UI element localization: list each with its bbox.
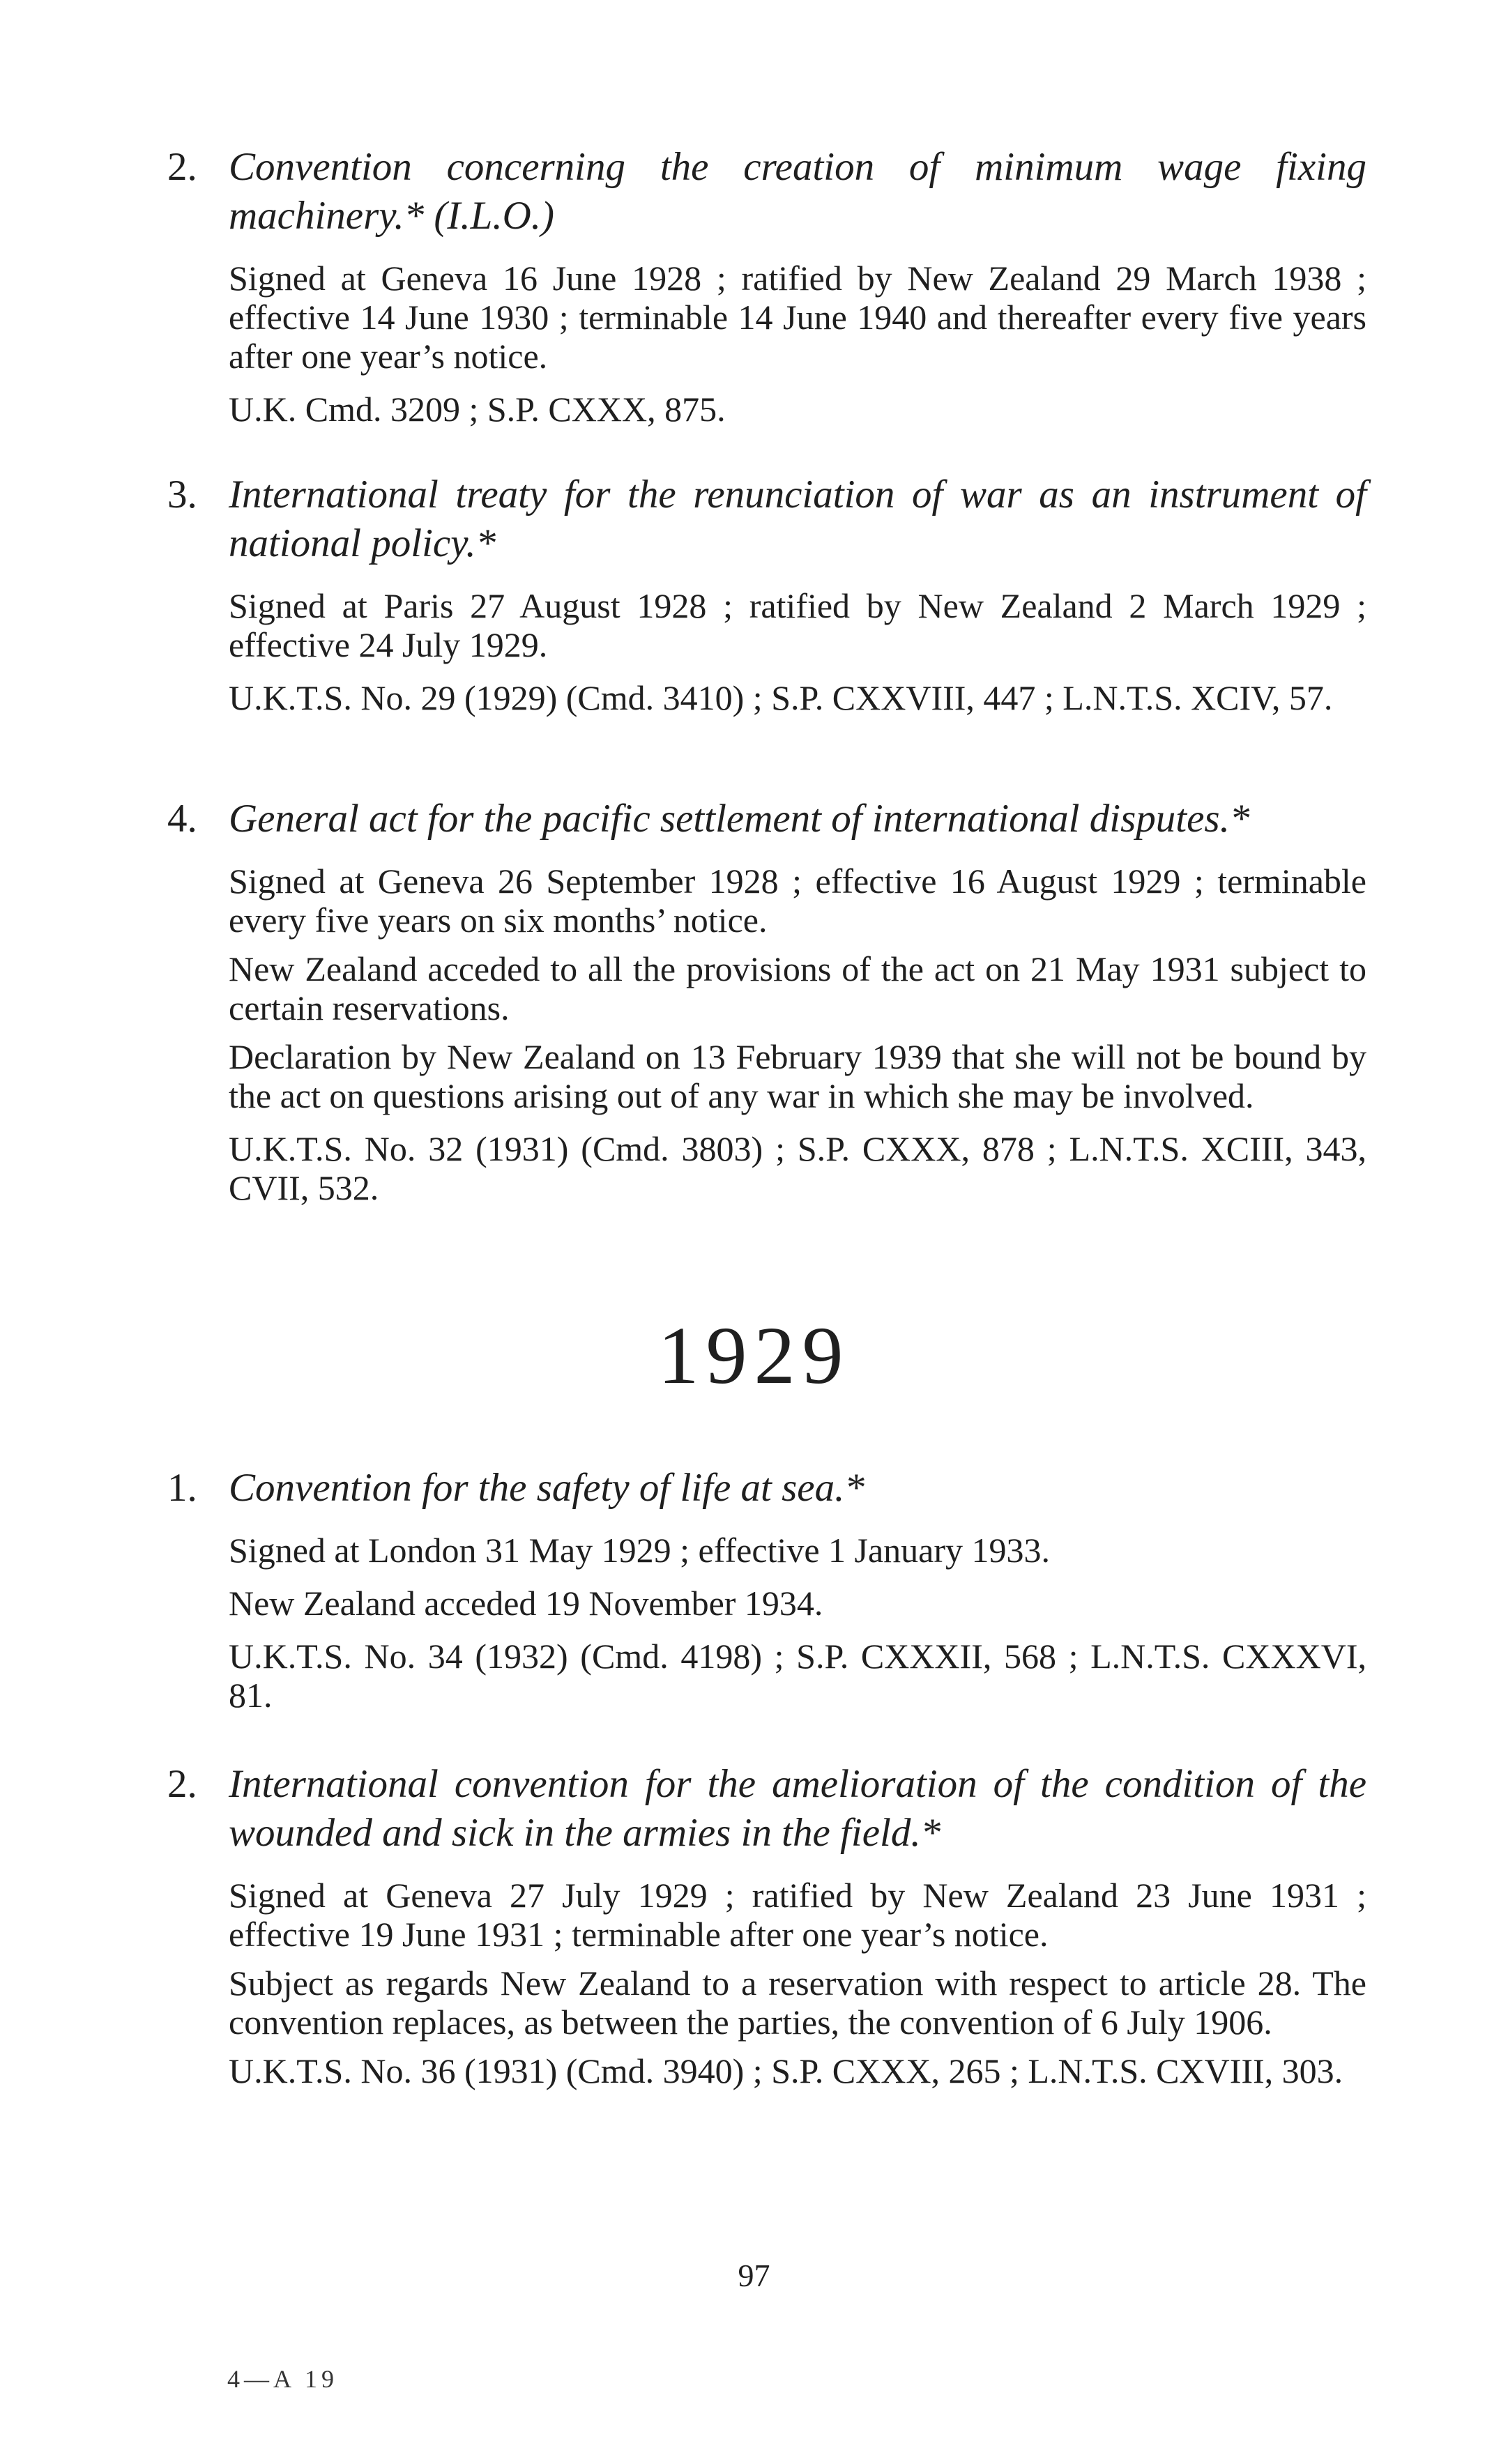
entry-paragraph: Signed at Paris 27 August 1928 ; ratified by New Zealand 2 March 1929 ; effective 24 July 1929. (229, 586, 1366, 664)
entry-title: International convention for the amelioration of the condition of the wounded and sick in the armies in the field.* (229, 1762, 1366, 1855)
entry-paragraph: Subject as regards New Zealand to a reservation with respect to article 28. The convention replaces, as between the parties, the convention of 6 July 1906. (229, 1964, 1366, 2042)
entry-reference: U.K. Cmd. 3209 ; S.P. CXXX, 875. (229, 390, 726, 429)
entry-paragraph: New Zealand acceded to all the provisions of the act on 21 May 1931 subject to certain reservations. (229, 949, 1366, 1027)
treaty-entry-renunciation-of-war (167, 470, 1366, 717)
entry-heading (167, 143, 1366, 240)
signature-mark: 4—A 19 (227, 2365, 339, 2393)
entry-title: General act for the pacific settlement of international disputes.* (229, 797, 1250, 841)
entry-number: 4. (167, 797, 197, 841)
page-number: 97 (738, 2258, 770, 2293)
entry-paragraph: Signed at London 31 May 1929 ; effective 1 January 1933. (229, 1531, 1051, 1570)
entry-heading (167, 1760, 1366, 1858)
entry-reference: U.K.T.S. No. 36 (1931) (Cmd. 3940) ; S.P. CXXX, 265 ; L.N.T.S. CXVIII, 303. (229, 2051, 1343, 2090)
treaty-entry-minimum-wage (167, 143, 1366, 429)
entry-title: Convention for the safety of life at sea.* (229, 1466, 865, 1510)
entry-title: Convention concerning the creation of minimum wage fixing machinery.* (I.L.O.) (229, 145, 1366, 238)
entry-reference: U.K.T.S. No. 32 (1931) (Cmd. 3803) ; S.P. CXXX, 878 ; L.N.T.S. XCIII, 343, CVII, 532. (229, 1129, 1366, 1207)
treaty-entry-wounded-and-sick (167, 1760, 1366, 2090)
entry-paragraph: Declaration by New Zealand on 13 February 1939 that she will not be bound by the act on questions arising out of any war in which she may be involved. (229, 1037, 1366, 1115)
entry-number: 2. (167, 1762, 197, 1806)
entry-number: 2. (167, 145, 197, 189)
entry-heading (167, 470, 1366, 568)
entry-number: 1. (167, 1466, 197, 1510)
treaty-entry-safety-of-life-at-sea (167, 1464, 1366, 1715)
entry-heading (167, 795, 1366, 843)
entry-title: International treaty for the renunciation of war as an instrument of national policy.* (229, 473, 1366, 565)
year-heading: 1929 (657, 1310, 851, 1401)
entry-heading (167, 1464, 1366, 1513)
entry-paragraph: New Zealand acceded 19 November 1934. (229, 1584, 823, 1623)
entry-number: 3. (167, 473, 197, 516)
treaty-entry-pacific-settlement (167, 795, 1366, 1207)
entry-reference: U.K.T.S. No. 29 (1929) (Cmd. 3410) ; S.P. CXXVIII, 447 ; L.N.T.S. XCIV, 57. (229, 678, 1333, 717)
entry-paragraph: Signed at Geneva 16 June 1928 ; ratified by New Zealand 29 March 1938 ; effective 14 June 1930 ; terminable 14 June 1940 and thereafter every five years after one year’s notice. (229, 259, 1366, 376)
entry-paragraph: Signed at Geneva 27 July 1929 ; ratified by New Zealand 23 June 1931 ; effective 19 June 1931 ; terminable after one year’s notice. (229, 1876, 1366, 1954)
entry-reference: U.K.T.S. No. 34 (1932) (Cmd. 4198) ; S.P. CXXXII, 568 ; L.N.T.S. CXXXVI, 81. (229, 1637, 1366, 1715)
entry-paragraph: Signed at Geneva 26 September 1928 ; effective 16 August 1929 ; terminable every five years on six months’ notice. (229, 862, 1366, 940)
